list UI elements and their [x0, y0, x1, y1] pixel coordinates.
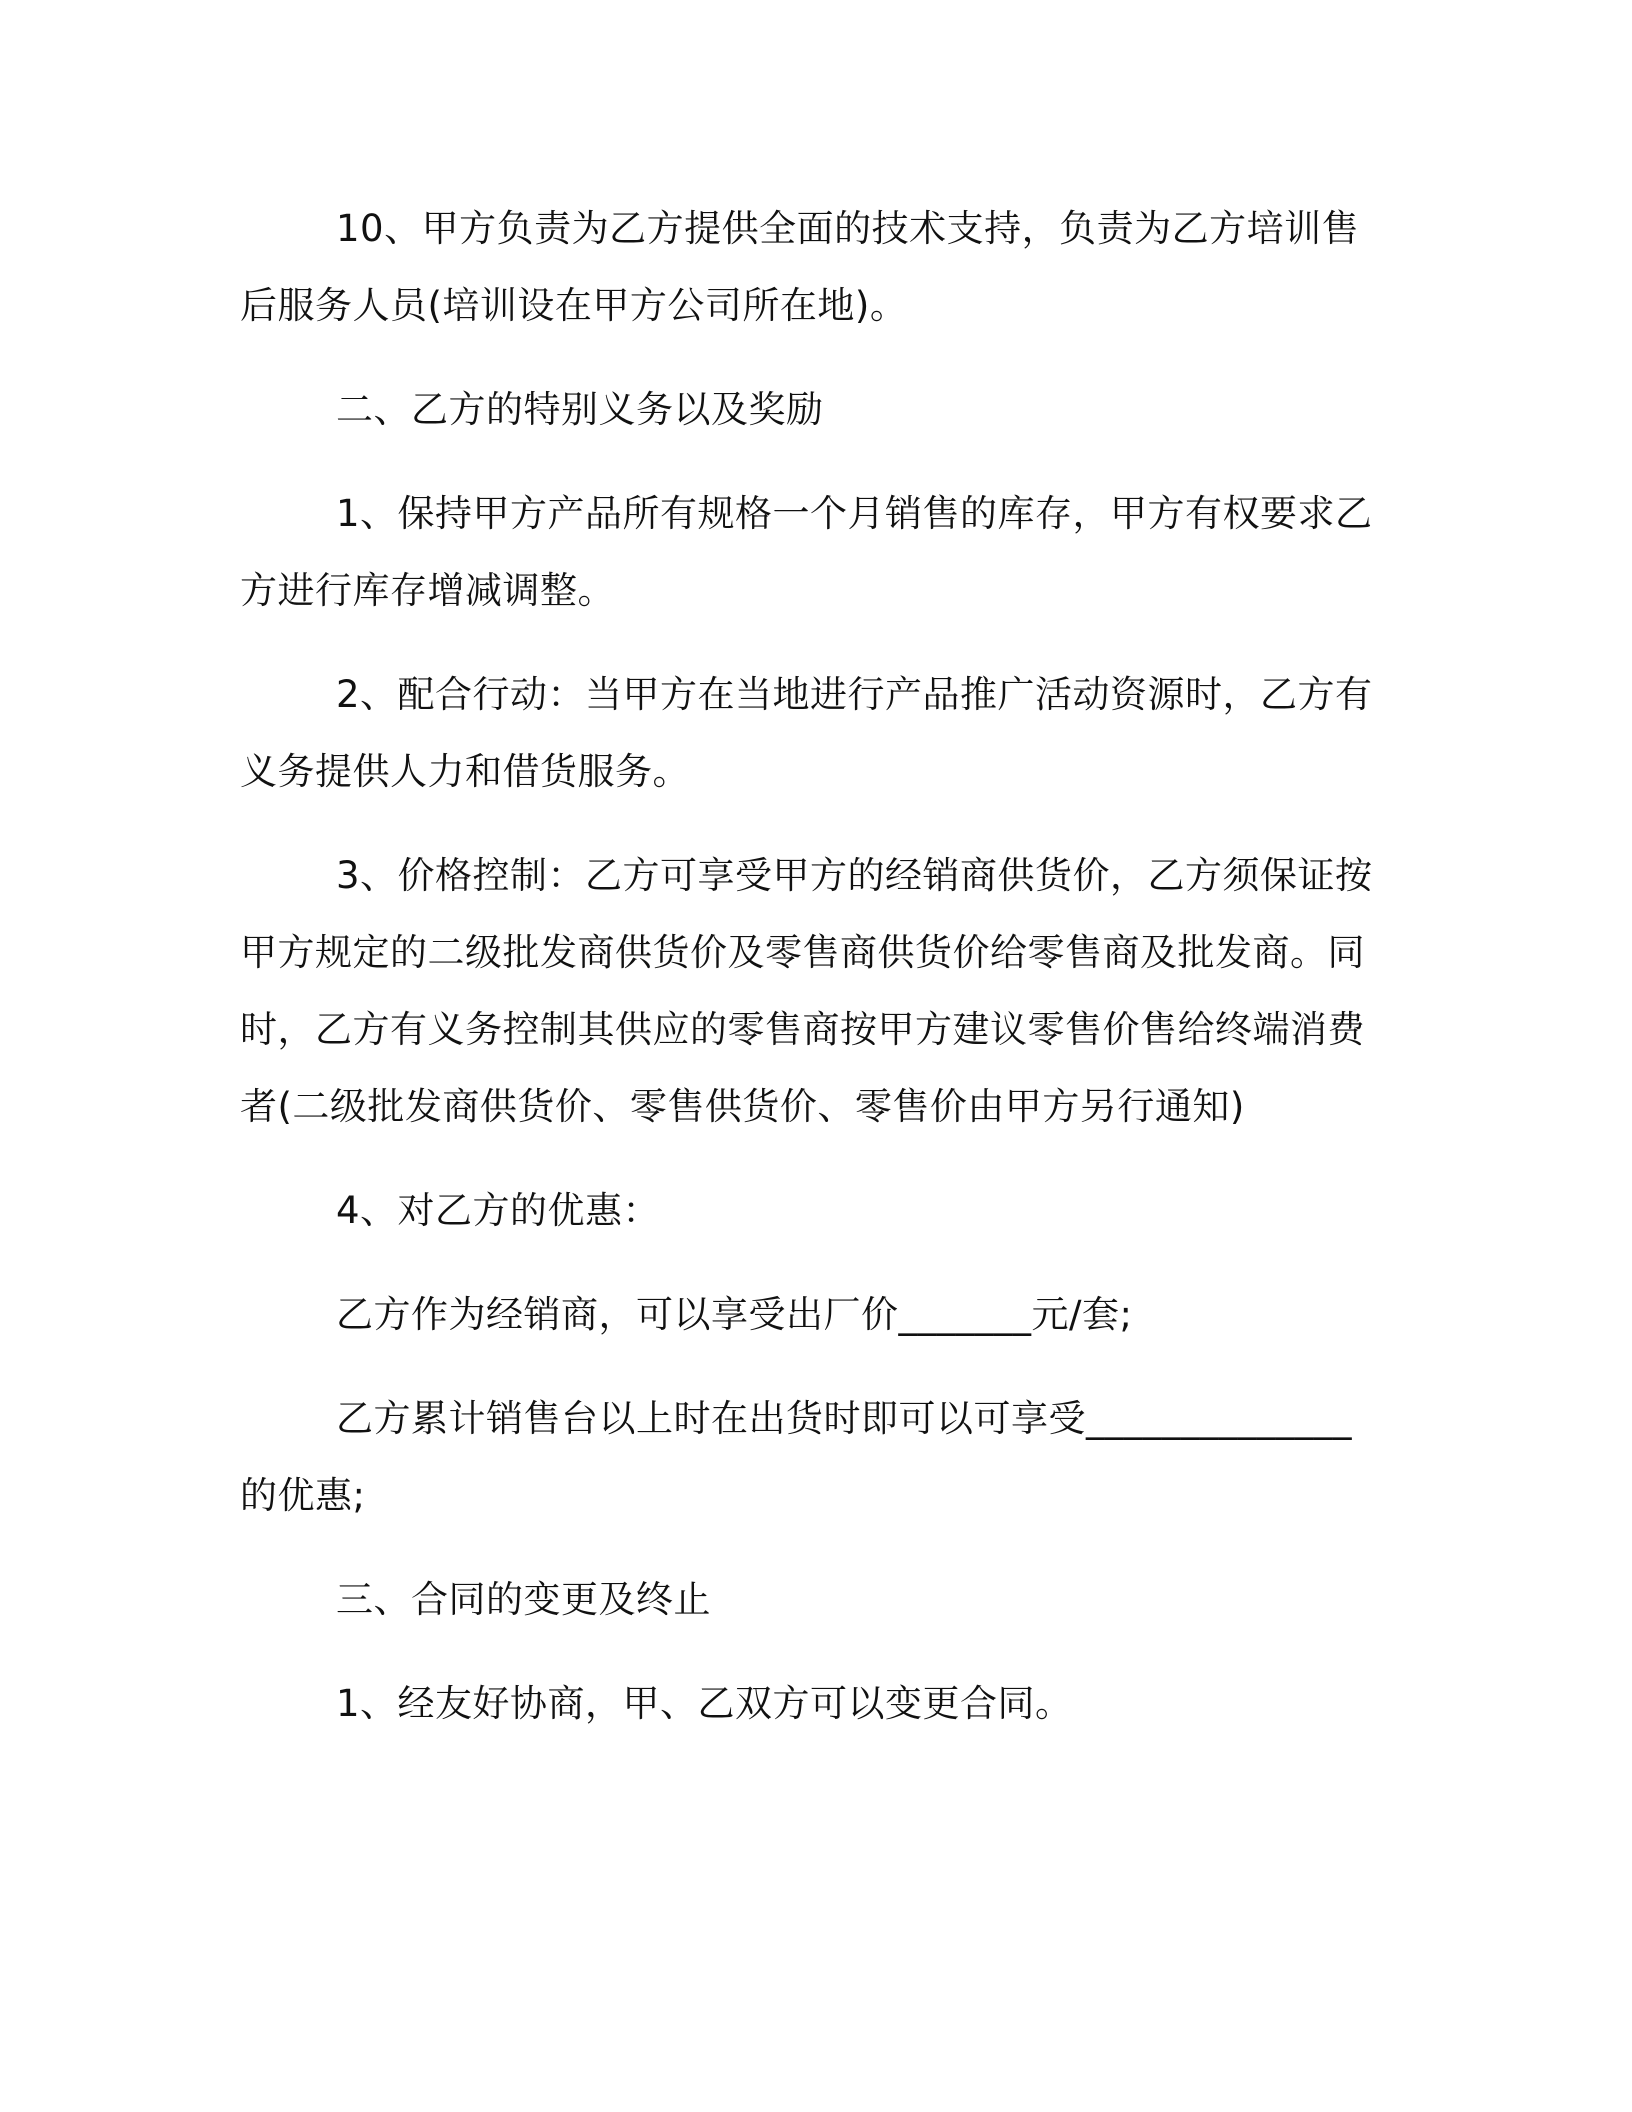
document-body — [240, 190, 1380, 1769]
section-heading-obligations: 二、乙方的特别义务以及奖励 — [336, 388, 824, 431]
paragraph-discount-heading: 4、对乙方的优惠： — [336, 1189, 661, 1232]
paragraph-cumulative-discount: 乙方累计销售台以上时在出货时即可以可享受______________的优惠; — [240, 1397, 1352, 1517]
paragraph-contract-change: 1、经友好协商，甲、乙双方可以变更合同。 — [336, 1682, 1073, 1725]
paragraph-factory-price: 乙方作为经销商，可以享受出厂价_______元/套; — [336, 1293, 1133, 1336]
paragraph-price-control: 3、价格控制：乙方可享受甲方的经销商供货价，乙方须保证按甲方规定的二级批发商供货价及零售商供货价给零售商及批发商。同时，乙方有义务控制其供应的零售商按甲方建议零售价售给终端消费者(二级批发商供货价、零售供货价、零售价由甲方另行通知) — [240, 854, 1373, 1128]
section-heading-contract-change: 三、合同的变更及终止 — [336, 1578, 711, 1621]
paragraph-tech-support: 10、甲方负责为乙方提供全面的技术支持，负责为乙方培训售后服务人员(培训设在甲方公司所在地)。 — [240, 207, 1360, 327]
paragraph-cooperation: 2、配合行动：当甲方在当地进行产品推广活动资源时，乙方有义务提供人力和借货服务。 — [240, 673, 1373, 793]
paragraph-inventory: 1、保持甲方产品所有规格一个月销售的库存，甲方有权要求乙方进行库存增减调整。 — [240, 492, 1373, 612]
